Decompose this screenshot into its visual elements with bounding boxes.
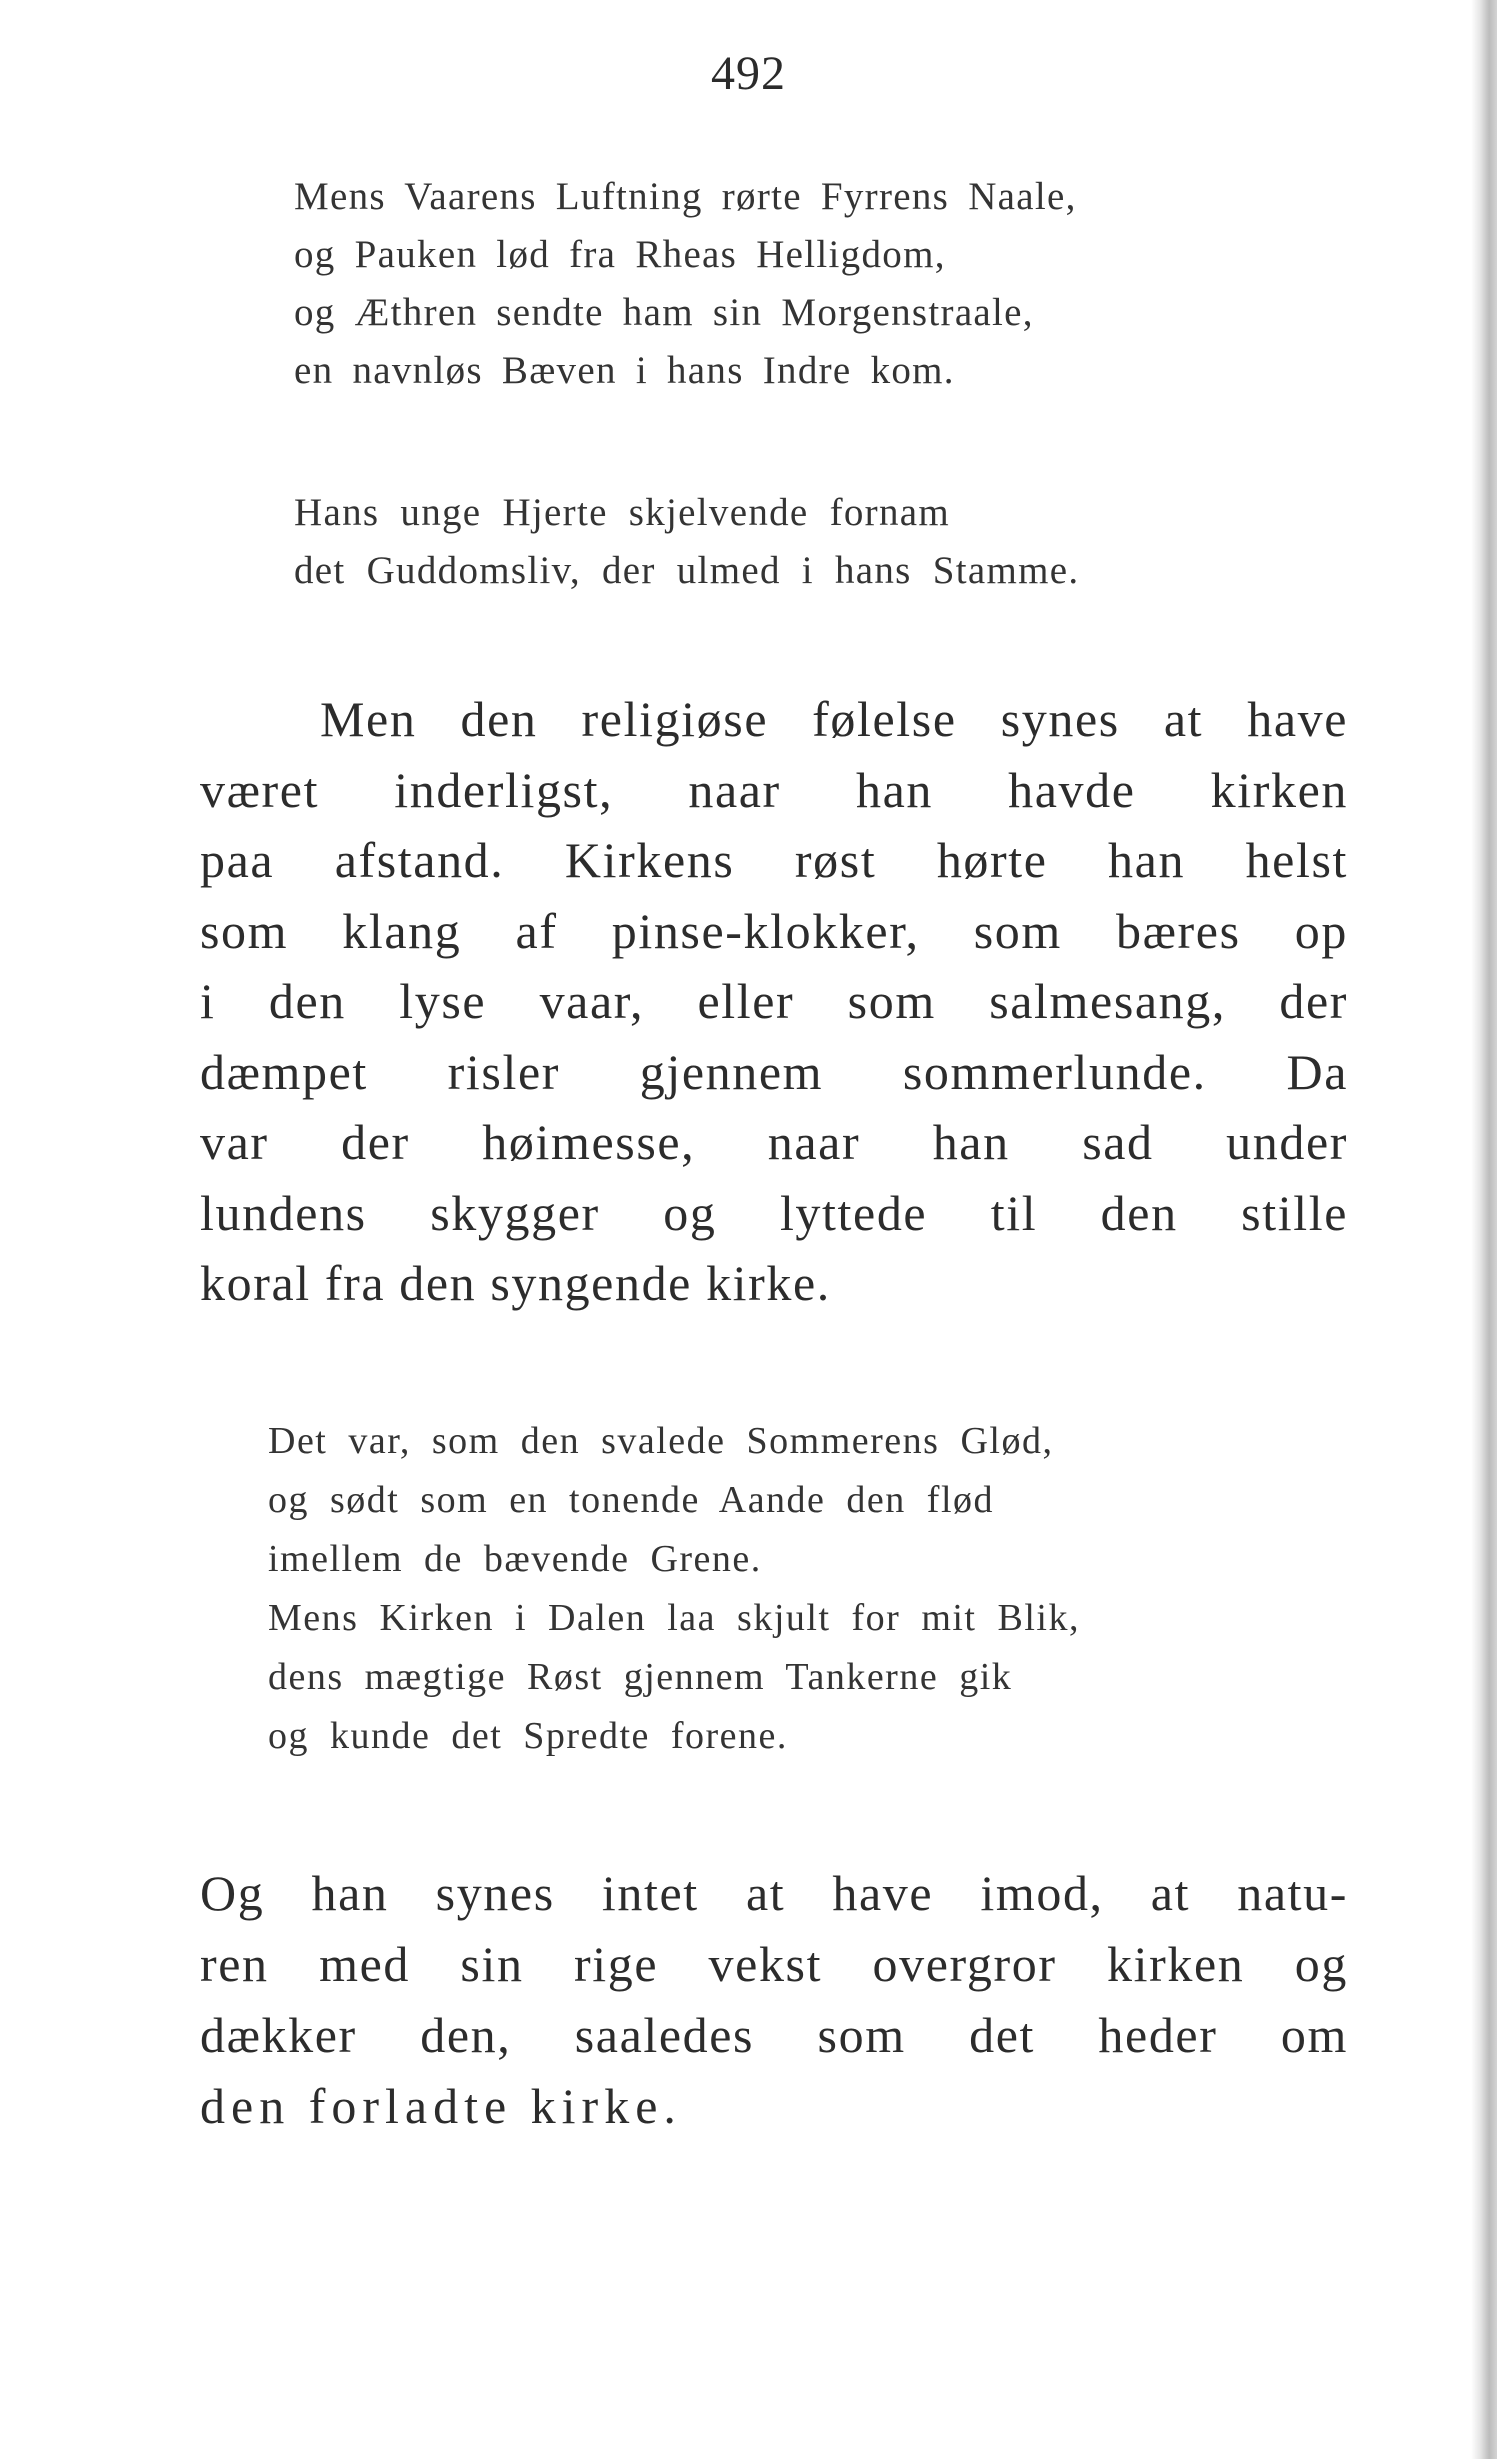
verse-line: Mens Kirken i Dalen laa skjult for mit Blik, — [268, 1597, 1080, 1639]
prose-line: dæmpet risler gjennem sommerlunde. Da — [200, 1043, 1348, 1100]
prose-line: Og han synes intet at have imod, at natu- — [200, 1865, 1348, 1921]
prose-line: ren med sin rige vekst overgror kirken og — [200, 1936, 1348, 1992]
verse-line: Hans unge Hjerte skjelvende fornam — [294, 491, 951, 534]
verse-line: Det var, som den svalede Sommerens Glød, — [268, 1420, 1054, 1462]
prose-paragraph-2 — [200, 1858, 1348, 2142]
prose-line: i den lyse vaar, eller som salmesang, der — [200, 973, 1348, 1029]
verse-line: og Pauken lød fra Rheas Helligdom, — [294, 233, 946, 276]
prose-line: som klang af pinse-klokker, som bæres op — [200, 902, 1348, 959]
prose-paragraph-1 — [200, 684, 1348, 1319]
prose-line: paa afstand. Kirkens røst hørte han helst — [200, 832, 1348, 888]
verse-line: dens mægtige Røst gjennem Tankerne gik — [268, 1656, 1013, 1698]
verse-stanza-1 — [294, 168, 1077, 400]
prose-line: den forladte kirke. — [200, 2078, 682, 2134]
prose-line: var der høimesse, naar han sad under — [200, 1114, 1348, 1170]
verse-line: og sødt som en tonende Aande den flød — [268, 1479, 995, 1521]
prose-line: Men den religiøse følelse synes at have — [320, 691, 1348, 747]
prose-line: koral fra den syngende kirke. — [200, 1255, 831, 1311]
verse-stanza-2 — [294, 484, 1079, 600]
page-number: 492 — [711, 47, 786, 100]
prose-line: dækker den, saaledes som det heder om — [200, 2007, 1348, 2063]
prose-line: lundens skygger og lyttede til den stille — [200, 1184, 1348, 1241]
prose-line: været inderligst, naar han havde kirken — [200, 761, 1348, 818]
verse-line: Mens Vaarens Luftning rørte Fyrrens Naale, — [294, 175, 1077, 218]
verse-line: og Æthren sendte ham sin Morgenstraale, — [294, 291, 1034, 334]
verse-stanza-3 — [268, 1412, 1080, 1766]
verse-line: det Guddomsliv, der ulmed i hans Stamme. — [294, 549, 1080, 592]
verse-line: og kunde det Spredte forene. — [268, 1715, 788, 1757]
verse-line: en navnløs Bæven i hans Indre kom. — [294, 349, 955, 392]
verse-line: imellem de bævende Grene. — [268, 1538, 762, 1580]
page-edge-shadow — [1471, 0, 1497, 2459]
